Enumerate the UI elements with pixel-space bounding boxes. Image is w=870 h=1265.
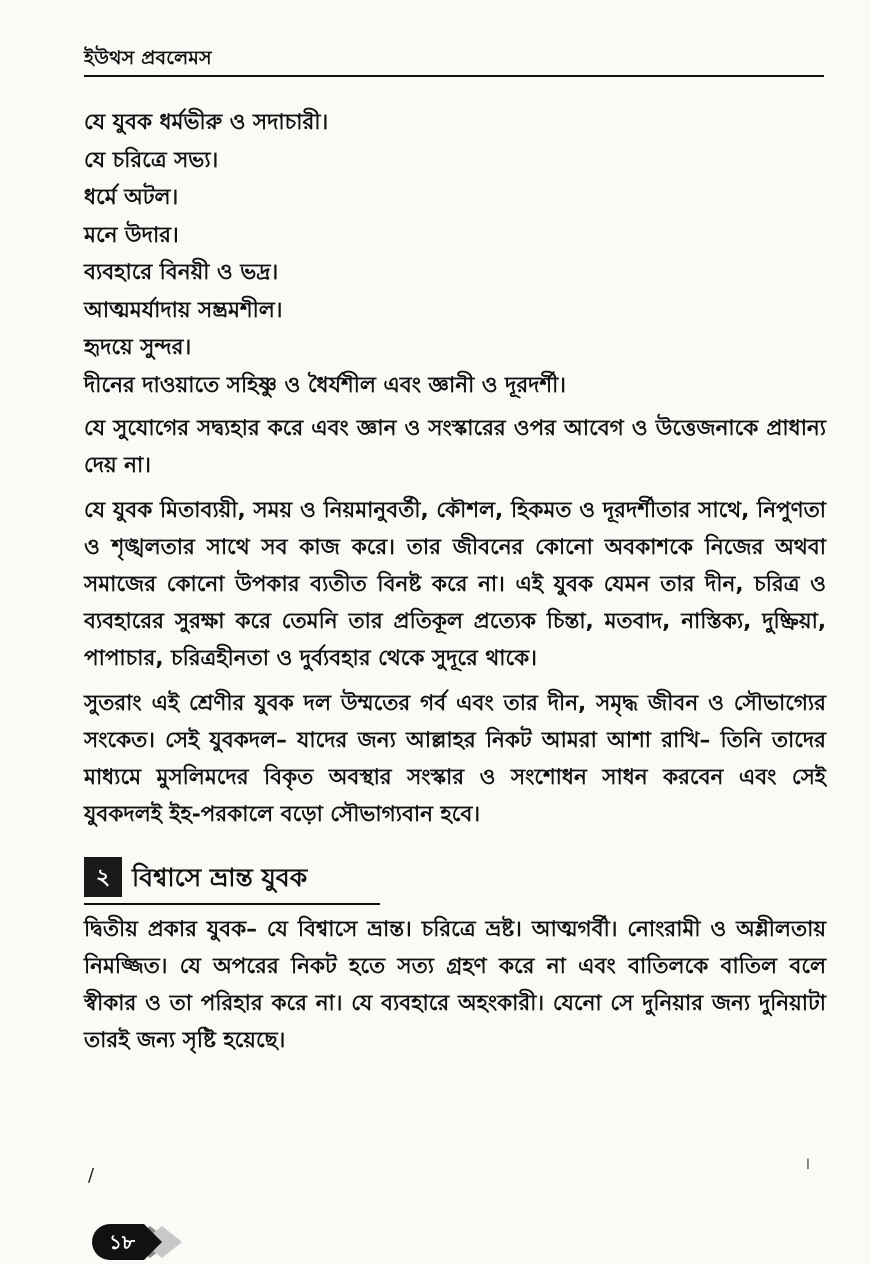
section-rule (84, 903, 380, 905)
stray-mark-left: / (88, 1165, 95, 1186)
list-item: ব্যবহারে বিনয়ী ও ভদ্র। (84, 260, 279, 285)
page-number: ১৮ (109, 1230, 135, 1254)
short-lines-list (84, 104, 826, 404)
list-item: যে যুবক ধর্মভীরু ও সদাচারী। (84, 110, 329, 135)
body-text (84, 104, 826, 1059)
paragraph: সুতরাং এই শ্রেণীর যুবক দল উম্মতের গর্ব এবং তার দীন, সমৃদ্ধ জীবন ও সৌভাগ্যের সংকেত। সেই যুবকদল– যাদের জন্য আল্লাহর নিকট আমরা আশা রাখি– তিনি তাদের মাধ্যমে মুসলিমদের বিকৃত অবস্থার সংস্কার ও সংশোধন সাধন করবেন এবং সেই যুবকদলই ইহ-পরকালে বড়ো সৌভাগ্যবান হবে। (84, 691, 826, 827)
list-item: আত্মমর্যাদায় সম্ভ্রমশীল। (84, 297, 283, 323)
section-paragraph: দ্বিতীয় প্রকার যুবক– যে বিশ্বাসে ভ্রান্ত। চরিত্রে ভ্রষ্ট। আত্মগর্বী। নোংরামী ও অশ্লীলতায় নিমজ্জিত। যে অপরের নিকট হতে সত্য গ্রহণ করে না এবং বাতিলকে বাতিল বলে স্বীকার ও তা পরিহার করে না। যে ব্যবহারে অহংকারী। যেনো সে দুনিয়ার জন্য দুনিয়াটা তারই জন্য সৃষ্টি হয়েছে। (84, 917, 826, 1053)
section-heading (84, 855, 826, 899)
running-header: ইউথস প্রবলেমস (84, 47, 212, 69)
list-item: যে চরিত্রে সভ্য। (84, 147, 219, 173)
header-rule (84, 75, 824, 77)
section-number-badge: ২ (84, 857, 122, 897)
list-item: ধর্মে অটল। (84, 185, 179, 210)
section-title: বিশ্বাসে ভ্রান্ত যুবক (132, 862, 308, 892)
stray-mark-right: ا (806, 1157, 810, 1173)
paragraph: যে সুযোগের সদ্ব্যহার করে এবং জ্ঞান ও সংস্কারের ওপর আবেগ ও উত্তেজনাকে প্রাধান্য দেয় না। (84, 416, 826, 478)
list-item: মনে উদার। (84, 222, 179, 248)
page-number-badge (88, 1222, 188, 1262)
list-item: দীনের দাওয়াতে সহিষ্ণু ও ধৈর্যশীল এবং জ্ঞানী ও দূরদর্শী। (84, 372, 566, 398)
list-item: হৃদয়ে সুন্দর। (84, 335, 192, 360)
paragraph: যে যুবক মিতাব্যয়ী, সময় ও নিয়মানুবর্তী, কৌশল, হিকমত ও দূরদর্শীতার সাথে, নিপুণতা ও শৃঙ্খলতার সাথে সব কাজ করে। তার জীবনের কোনো অবকাশকে নিজের অথবা সমাজের কোনো উপকার ব্যতীত বিনষ্ট করে না। এই যুবক যেমন তার দীন, চরিত্র ও ব্যবহারের সুরক্ষা করে তেমনি তার প্রতিকূল প্রত্যেক চিন্তা, মতবাদ, নাস্তিক্য, দুষ্ক্রিয়া, পাপাচার, চরিত্রহীনতা ও দুর্ব্যবহার থেকে সুদূরে থাকে। (84, 498, 826, 671)
